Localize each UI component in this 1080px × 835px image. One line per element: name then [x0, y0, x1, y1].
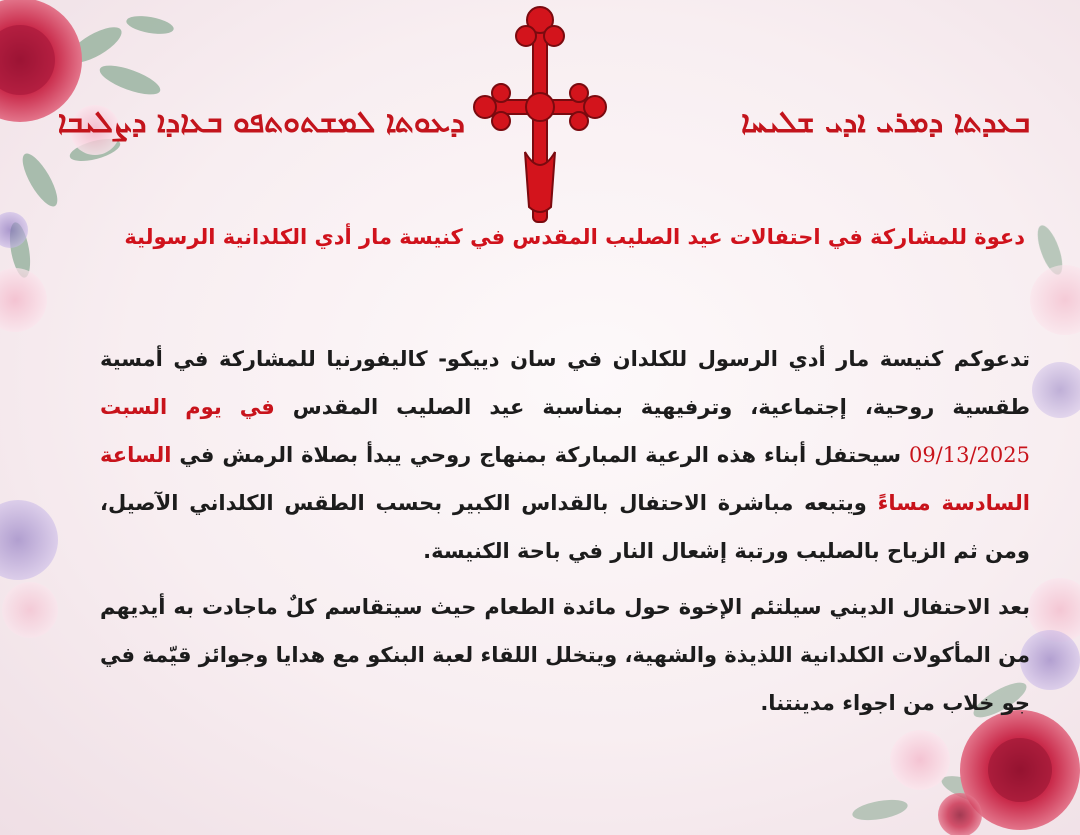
text-part-3: ويتبعه مباشرة الاحتفال بالقداس الكبير بحسب الطقس الكلداني الآصيل، ومن ثم الزياح بالصليب ورتبة إشعال النار في باحة الكنيسة.: [100, 491, 1030, 563]
syriac-heading-left: ܕܥܘܬܐ ܠܡܫܬܘܬܦܘ ܒܥܐܕܐ ܕܨܠܝܒܐ: [57, 105, 465, 140]
invitation-subtitle: دعوة للمشاركة في احتفالات عيد الصليب المقدس في كنيسة مار أدي الكلدانية الرسولية: [124, 225, 1025, 249]
invitation-body: [100, 335, 1030, 735]
paragraph-dinner: بعد الاحتفال الديني سيلتئم الإخوة حول مائدة الطعام حيث سيتقاسم كلٌ ماجادت به أيديهم من المأكولات الكلدانية اللذيذة والشهية، ويتخلل اللقاء لعبة البنكو مع هدايا وجوائز قيّمة في جو خلاب من اجواء مدينتنا.: [100, 595, 1030, 715]
text-part-1: تدعوكم كنيسة مار أدي الرسول للكلدان في سان دييكو- كاليفورنيا للمشاركة في أمسية طقسية روحية، إجتماعية، وترفيهية بمناسبة عيد الصليب المقدس: [100, 347, 1030, 419]
event-date: 09/13/2025: [908, 443, 1030, 467]
paragraph-invitation: [100, 335, 1030, 575]
text-part-2: سيحتفل أبناء هذه الرعية المباركة بمنهاج روحي يبدأ بصلاة الرمش في: [171, 443, 909, 467]
highlight-time: الساعة السادسة مساءً: [100, 443, 1030, 515]
cross-icon: [473, 2, 607, 228]
highlight-day: في يوم السبت: [100, 395, 275, 419]
syriac-heading-right: ܒܥܕܬܐ ܕܡܪܝ ܐܕܝ ܫܠܝܚܐ: [740, 105, 1030, 140]
